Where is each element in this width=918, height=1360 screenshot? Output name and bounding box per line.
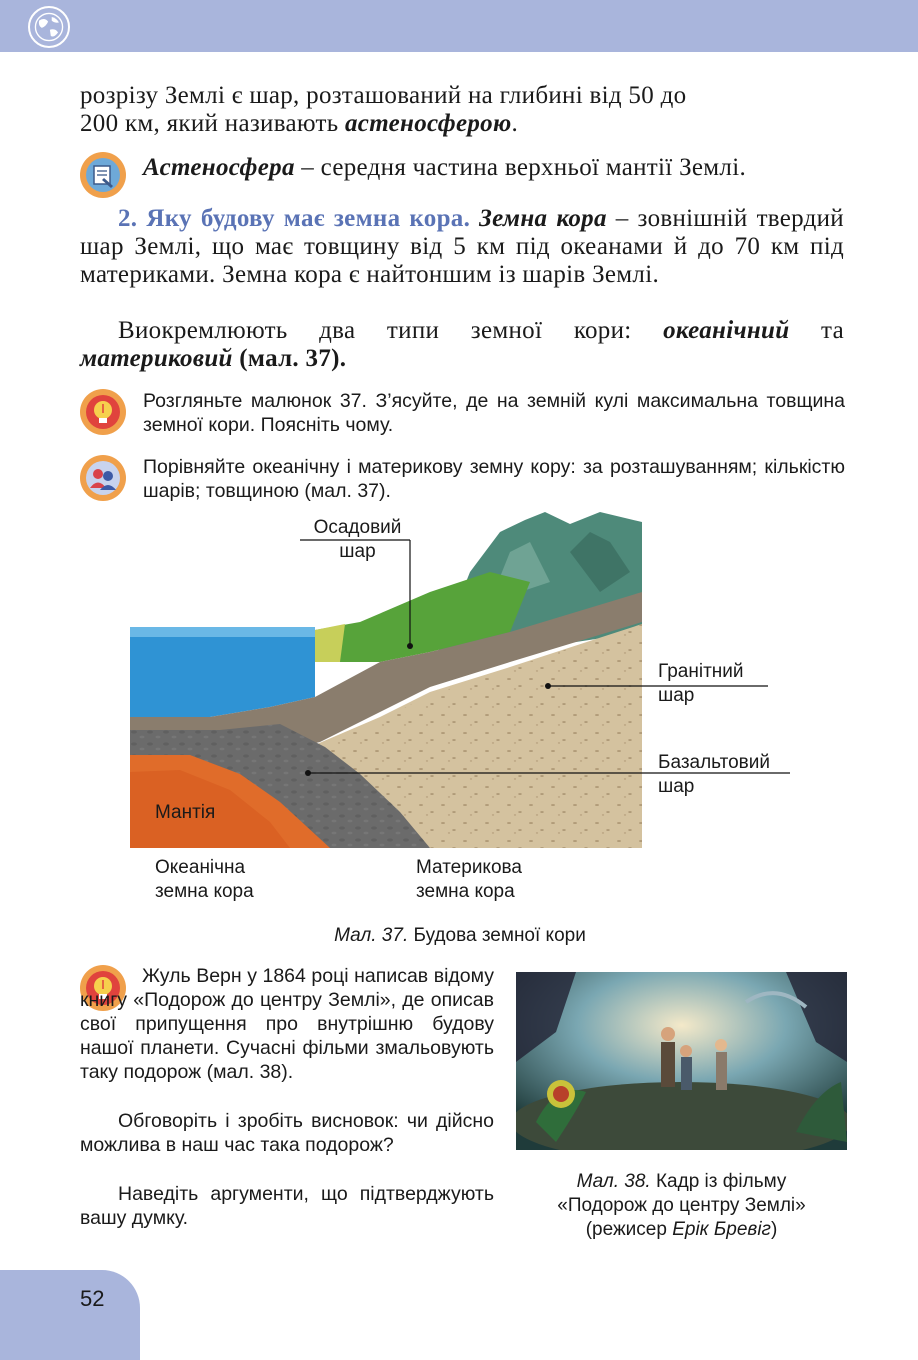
text-span: (мал. 37). xyxy=(232,345,347,372)
section-heading: 2. Яку будову має земна кора. xyxy=(118,205,471,232)
label-line: Океанічна xyxy=(155,857,246,878)
verne-paragraph: Жуль Верн у 1864 році написав відому книгу «Подорож до центру Землі», де описав свої припущення про внутрішню будову нашої планети. Сучасні фільми змальовують таку подорож (мал. 38). xyxy=(80,965,494,1083)
label-line: земна кора xyxy=(416,881,515,902)
crust-types-paragraph xyxy=(80,317,844,373)
arguments-paragraph: Наведіть аргументи, що підтверджують вашу думку. xyxy=(80,1183,494,1229)
pair-work-icon xyxy=(80,455,126,501)
term-asthenosphere-def: Астеносфера xyxy=(143,154,295,181)
text-span: . xyxy=(511,110,519,137)
definition-icon xyxy=(80,152,126,198)
label-continental-crust xyxy=(416,856,522,904)
text-span: та xyxy=(789,317,844,344)
label-line: шар xyxy=(339,541,376,562)
label-line: шар xyxy=(658,685,695,706)
paragraph-asthenosphere xyxy=(80,82,844,138)
director-name: Ерік Бревіг xyxy=(672,1219,771,1240)
caption-line: «Подорож до центру Землі» xyxy=(557,1195,806,1216)
caption-line xyxy=(516,1170,847,1194)
figure37-caption xyxy=(200,924,720,948)
text-span: 200 км, який називають xyxy=(80,110,345,137)
caption-text: ) xyxy=(770,1219,778,1240)
term-earth-crust: Земна кора xyxy=(479,205,607,232)
section2-paragraph xyxy=(80,205,844,289)
caption-text: Кадр із фільму xyxy=(650,1171,787,1192)
label-basalt-layer xyxy=(658,751,770,799)
label-line: Материкова xyxy=(416,857,522,878)
caption-number: Мал. 38. xyxy=(576,1171,651,1192)
label-line: земна кора xyxy=(155,881,254,902)
label-line: Базальтовий xyxy=(658,752,770,773)
text-span: – середня частина верхньої мантії Землі. xyxy=(294,154,746,181)
task-max-thickness: Розгляньте малюнок 37. З’ясуйте, де на земній кулі максимальна товщина земної кори. Поясніть чому. xyxy=(143,390,845,436)
page-number-tab xyxy=(0,1270,140,1360)
task-compare-crust: Порівняйте океанічну і материкову земну кору: за розташуванням; кількістю шарів; товщиною (мал. 37). xyxy=(143,456,845,502)
definition-text xyxy=(143,154,845,182)
figure38-caption xyxy=(516,1170,847,1242)
globe-icon xyxy=(28,6,70,48)
text-span: Виокремлюють два типи земної кори: xyxy=(118,317,664,344)
page-header-bar xyxy=(0,0,918,52)
caption-text: (режисер xyxy=(585,1219,673,1240)
movie-still-image xyxy=(516,972,847,1150)
discuss-paragraph: Обговоріть і зробіть висновок: чи дійсно можлива в наш час така подорож? xyxy=(80,1110,494,1156)
text-line: розрізу Землі є шар, розташований на глибині від 50 до xyxy=(80,82,687,109)
caption-text: Будова земної кори xyxy=(408,925,586,946)
text-span: – зовнішній твердий шар Землі, що має товщину від 5 км під океанами й до 70 км під материками. Земна кора є найтоншим із шарів Землі. xyxy=(80,205,844,288)
caption-line xyxy=(516,1218,847,1242)
term-asthenosphere: астеносферою xyxy=(345,110,512,137)
label-line: Гранітний xyxy=(658,661,744,682)
caption-number: Мал. 37. xyxy=(334,925,409,946)
label-line: Осадовий xyxy=(313,517,402,538)
term-continental: материковий xyxy=(80,345,233,372)
text-line xyxy=(80,110,844,138)
label-oceanic-crust xyxy=(155,856,254,904)
lightbulb-head-icon xyxy=(80,389,126,435)
label-mantle: Мантія xyxy=(155,802,216,823)
label-sediment-layer xyxy=(305,516,410,564)
term-oceanic: океанічний xyxy=(663,317,790,344)
label-granite-layer xyxy=(658,660,744,708)
page-number: 52 xyxy=(80,1286,105,1311)
label-line: шар xyxy=(658,776,695,797)
